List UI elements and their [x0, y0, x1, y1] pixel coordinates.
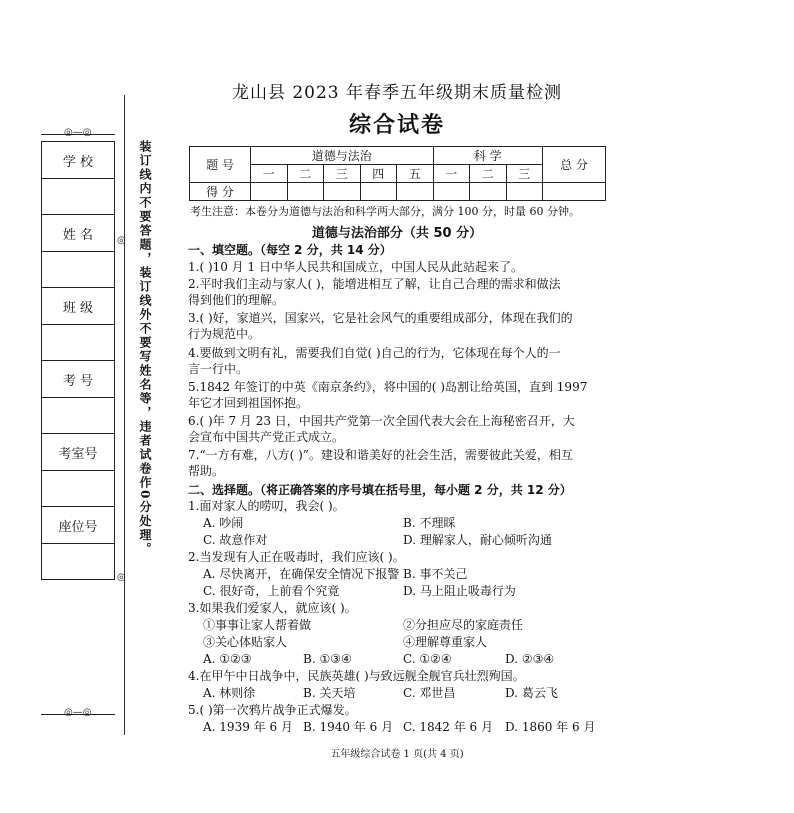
fill-line: 得到他们的理解。 — [188, 293, 285, 307]
score-col: 一 — [251, 165, 288, 183]
binding-ornament-bottom-icon: ◎—◎ — [64, 707, 92, 718]
binding-ornament-icon: ◎—◎ — [64, 127, 92, 138]
score-table-score-label: 得 分 — [190, 183, 251, 201]
exam-subtitle: 综合试卷 — [348, 112, 445, 138]
exam-title: 龙山县 2023 年春季五年级期末质量检测 — [231, 83, 563, 103]
exam-room-label: 考室号 — [42, 434, 115, 471]
class-field[interactable] — [42, 325, 115, 361]
score-col: 二 — [287, 165, 324, 183]
choice-stem: 2.当发现有人正在吸毒时，我们应该( )。 — [188, 550, 405, 564]
choice-option: D. ②③④ — [505, 652, 555, 666]
score-col: 五 — [397, 165, 434, 183]
score-col: 四 — [360, 165, 397, 183]
choice-option: C. ①②④ — [403, 652, 452, 666]
choice-option: A. 尽快离开，在确保安全情况下报警 — [203, 567, 400, 581]
fill-line: 年它才回到祖国怀抱。 — [188, 396, 309, 410]
seat-label: 座位号 — [42, 507, 115, 544]
binding-circle-icon: ◎ — [117, 235, 126, 246]
choice-option: B. 关天培 — [303, 686, 356, 700]
choice-option: A. 吵闹 — [203, 516, 244, 530]
choice-option: B. 事不关己 — [403, 567, 468, 581]
binding-circle-icon: ◎ — [117, 572, 126, 583]
score-col: 三 — [506, 165, 543, 183]
fill-line: 会宣布中国共产党正式成立。 — [188, 430, 345, 444]
choice-statement: ③关心体贴家人 — [203, 635, 288, 649]
choice-option: C. 很好奇，上前看个究竟 — [203, 584, 340, 598]
choice-option: B. ①③④ — [303, 652, 352, 666]
seat-field[interactable] — [42, 544, 115, 580]
student-info-table — [41, 141, 115, 580]
choice-stem: 1.面对家人的唠叨，我会( )。 — [188, 499, 345, 513]
exam-number-label: 考 号 — [42, 361, 115, 398]
fill-line: 7.“一方有难，八方( )”。建设和谐美好的社会生活，需要彼此关爱，相互 — [188, 448, 573, 462]
choice-stem: 4.在甲午中日战争中，民族英雄( )与致远舰全舰官兵壮烈殉国。 — [188, 669, 525, 683]
fill-line: 6.( )年 7 月 23 日，中国共产党第一次全国代表大会在上海秘密召开，大 — [188, 414, 575, 428]
binding-line — [124, 95, 125, 735]
exam-room-field[interactable] — [42, 471, 115, 507]
binding-instruction: 装订线内不要答题，装订线外不要写姓名等，违者试卷作0分处理。 — [138, 140, 152, 557]
score-cell[interactable] — [433, 183, 470, 201]
choice-option: D. 1860 年 6 月 — [505, 720, 596, 734]
choice-statement: ④理解尊重家人 — [403, 635, 488, 649]
choice-statement: ②分担应尽的家庭责任 — [403, 618, 524, 632]
fill-line: 2.平时我们主动与家人( )，能增进相互了解，让自己合理的需求和做法 — [188, 277, 561, 291]
name-label: 姓 名 — [42, 215, 115, 252]
choice-stem: 5.( )第一次鸦片战争正式爆发。 — [188, 703, 357, 717]
page-footer: 五年级综合试卷 1 页(共 4 页) — [330, 749, 464, 760]
score-table-total-header: 总 分 — [543, 147, 606, 183]
fill-line: 5.1842 年签订的中英《南京条约》，将中国的( )岛割让给英国，直到 1997 — [188, 380, 588, 394]
score-col: 一 — [433, 165, 470, 183]
choice-option: A. 林则徐 — [203, 686, 256, 700]
choice-stem: 3.如果我们爱家人，就应该( )。 — [188, 601, 357, 615]
choice-option: C. 1842 年 6 月 — [403, 720, 494, 734]
class-label: 班 级 — [42, 288, 115, 325]
score-total-cell[interactable] — [543, 183, 606, 201]
score-table-science-header: 科 学 — [433, 147, 543, 165]
choice-option: B. 1940 年 6 月 — [303, 720, 394, 734]
fill-line: 4.要做到文明有礼，需要我们自觉( )自己的行为，它体现在每个人的一 — [188, 346, 561, 360]
part2-heading: 二、选择题。（将正确答案的序号填在括号里，每小题 2 分，共 12 分） — [188, 483, 572, 497]
score-cell[interactable] — [360, 183, 397, 201]
choice-option: D. 理解家人，耐心倾听沟通 — [403, 533, 552, 547]
part1-heading: 一、填空题。（每空 2 分，共 14 分） — [188, 243, 392, 257]
section-title: 道德与法治部分（共 50 分） — [311, 226, 483, 241]
school-label: 学 校 — [42, 142, 115, 179]
score-cell[interactable] — [324, 183, 361, 201]
choice-option: B. 不理睬 — [403, 516, 456, 530]
choice-option: D. 葛云飞 — [505, 686, 558, 700]
score-col: 二 — [470, 165, 507, 183]
fill-line: 1.( )10 月 1 日中华人民共和国成立，中国人民从此站起来了。 — [188, 260, 523, 274]
score-col: 三 — [324, 165, 361, 183]
choice-option: C. 邓世昌 — [403, 686, 456, 700]
fill-line: 行为规范中。 — [188, 327, 261, 341]
choice-statement: ①事事让家人帮着做 — [203, 618, 312, 632]
score-table-question-label: 题 号 — [190, 147, 251, 183]
score-cell[interactable] — [397, 183, 434, 201]
score-cell[interactable] — [287, 183, 324, 201]
choice-option: C. 故意作对 — [203, 533, 268, 547]
score-cell[interactable] — [251, 183, 288, 201]
score-cell[interactable] — [470, 183, 507, 201]
fill-line: 言一行中。 — [188, 362, 249, 376]
name-field[interactable] — [42, 252, 115, 288]
exam-notice: 考生注意：本卷分为道德与法治和科学两大部分，满分 100 分，时量 60 分钟。 — [190, 205, 580, 218]
fill-line: 帮助。 — [188, 464, 225, 478]
choice-option: D. 马上阻止吸毒行为 — [403, 584, 516, 598]
score-table — [189, 146, 606, 201]
exam-number-field[interactable] — [42, 398, 115, 434]
score-cell[interactable] — [506, 183, 543, 201]
fill-line: 3.( )好，家道兴，国家兴，它是社会风气的重要组成部分，体现在我们的 — [188, 311, 573, 325]
score-table-morality-header: 道德与法治 — [251, 147, 434, 165]
choice-option: A. 1939 年 6 月 — [203, 720, 293, 734]
school-field[interactable] — [42, 179, 115, 215]
choice-option: A. ①②③ — [203, 652, 252, 666]
